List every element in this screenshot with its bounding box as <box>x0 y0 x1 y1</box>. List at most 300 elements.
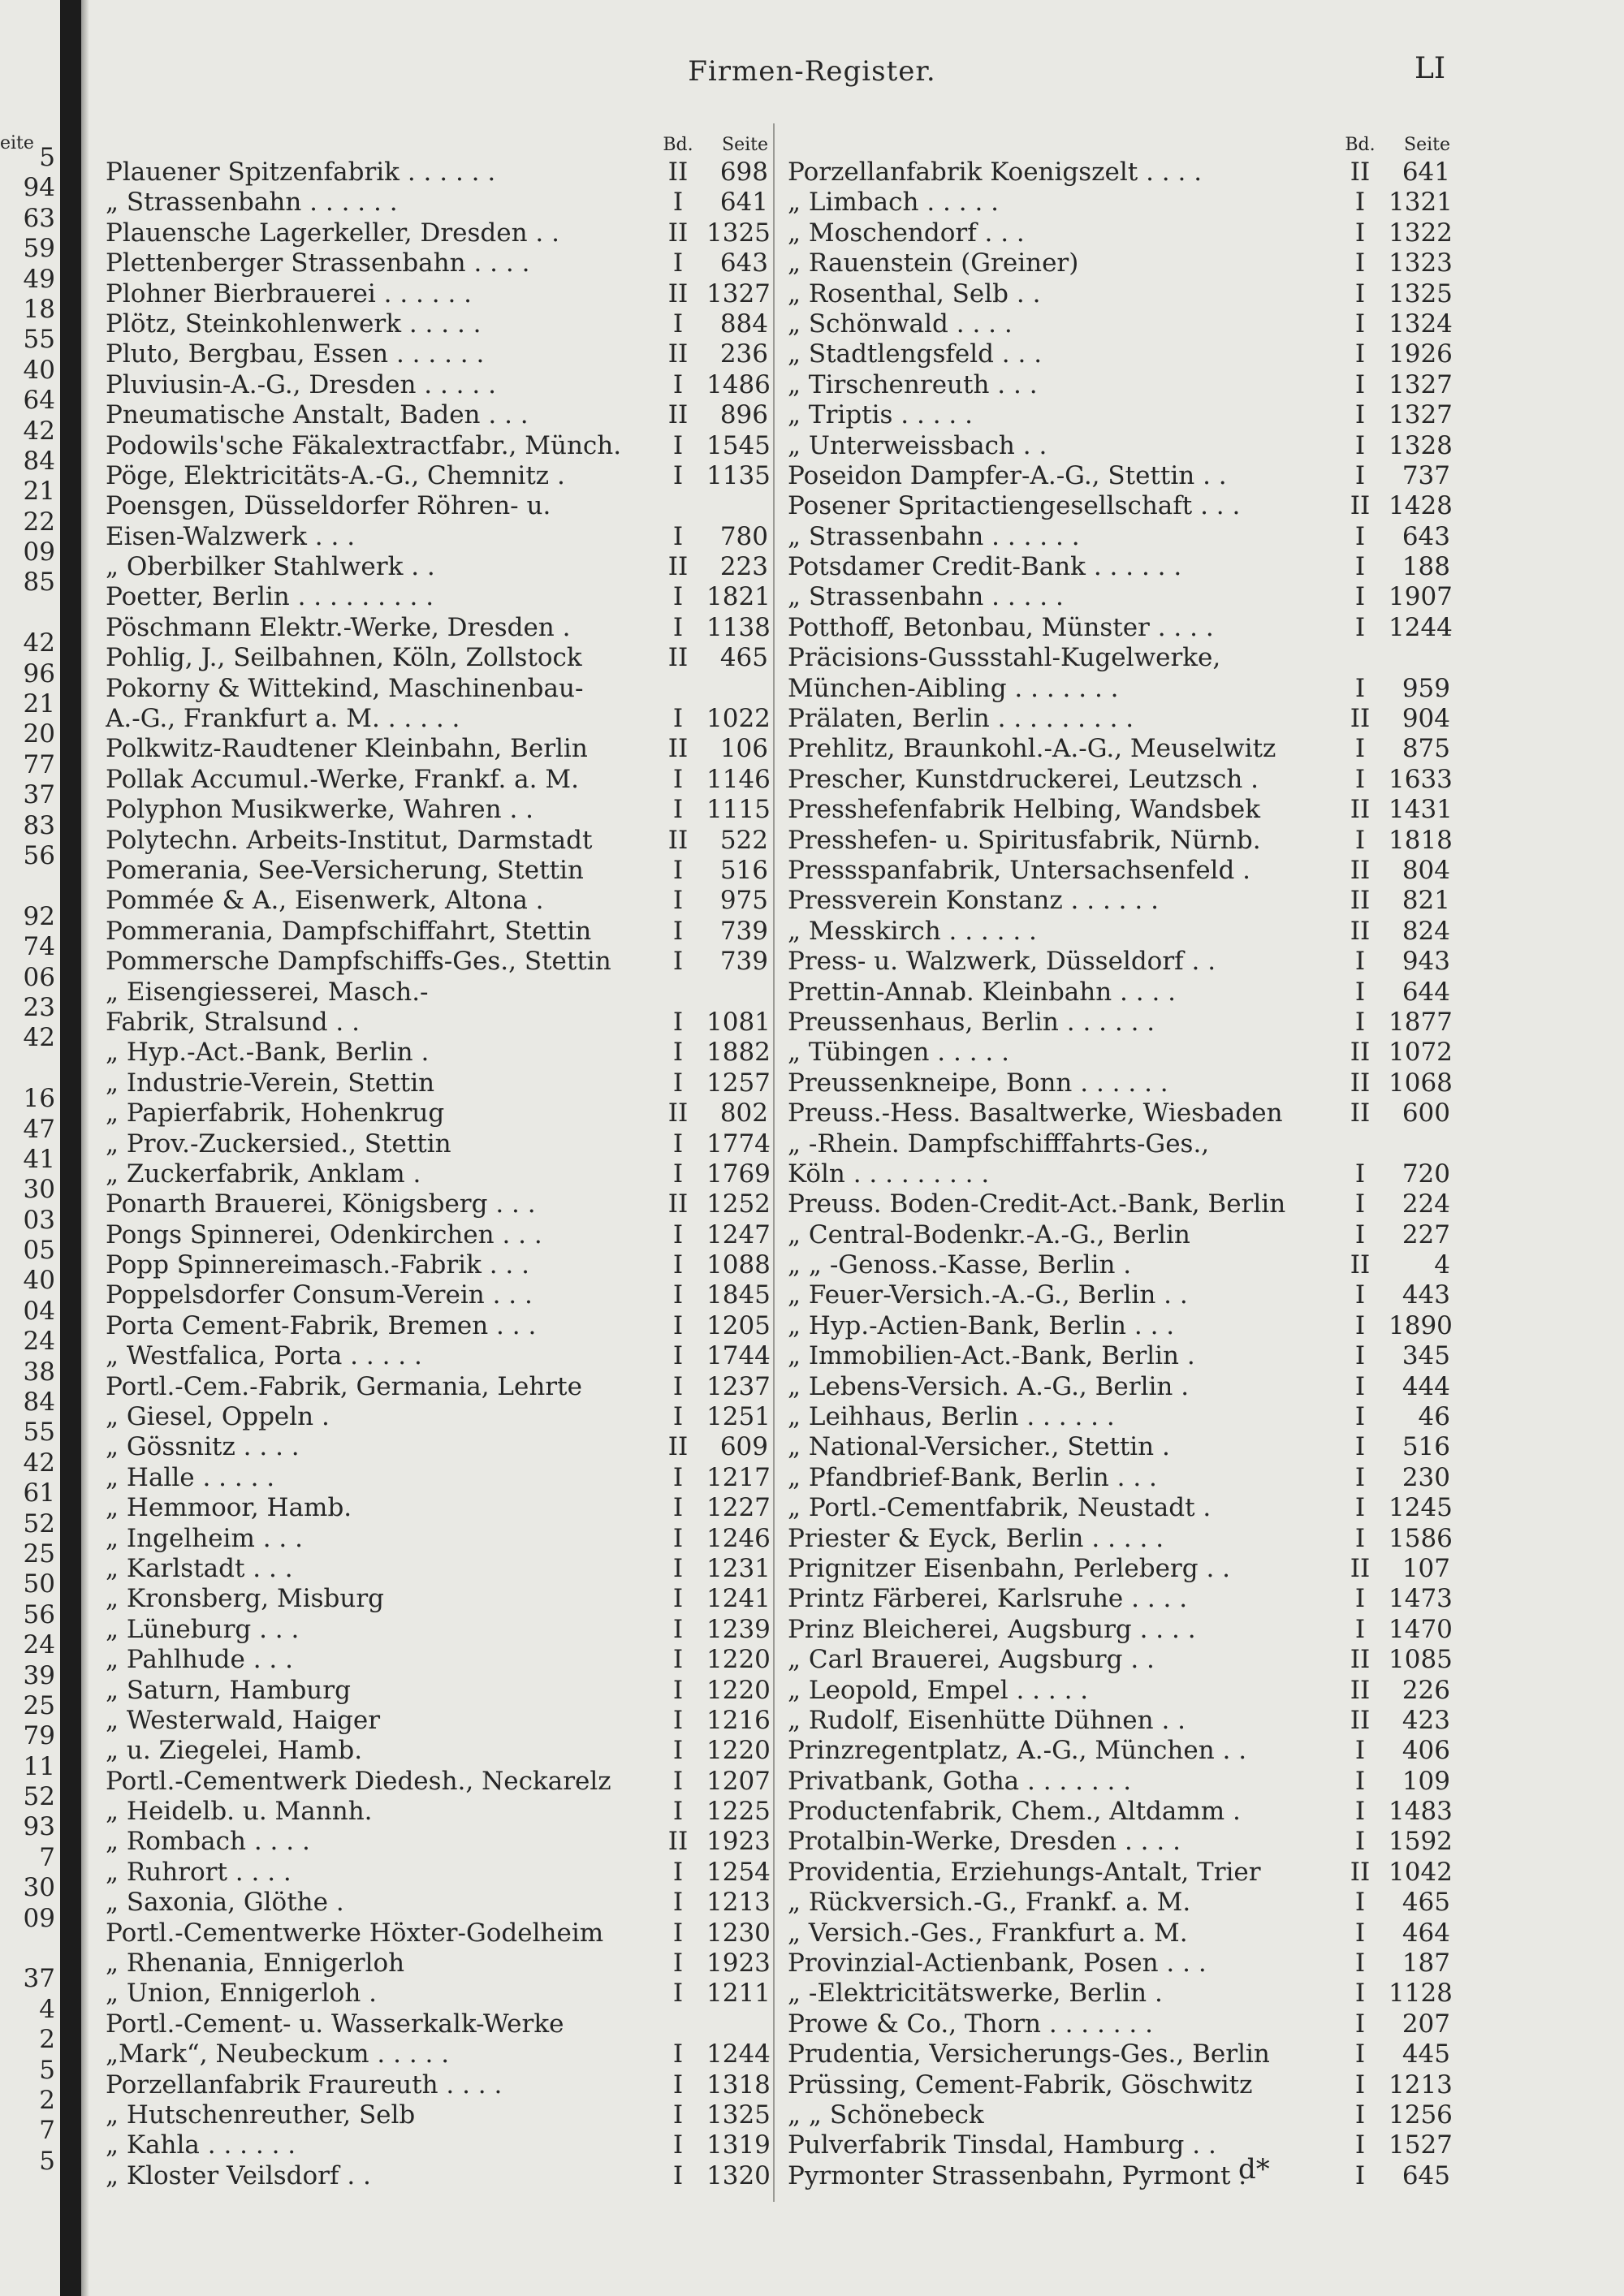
entry-name: Prinz Bleicherei, Augsburg . . . . <box>788 1614 1196 1644</box>
entry-page: 1239 <box>706 1614 771 1644</box>
entry-page: 1633 <box>1389 764 1453 794</box>
entry-name: „ Versich.-Ges., Frankfurt a. M. <box>788 1918 1188 1948</box>
running-head: Firmen-Register. <box>688 55 936 88</box>
entry-name: Pneumatische Anstalt, Baden . . . <box>106 400 529 430</box>
entry-volume: I <box>1354 1371 1366 1401</box>
entry-volume: I <box>672 1038 684 1068</box>
entry-page: 444 <box>1402 1371 1450 1401</box>
previous-page-number: 92 <box>23 901 55 931</box>
entry-volume: I <box>672 248 684 278</box>
entry-page: 1592 <box>1389 1827 1453 1857</box>
previous-page-number: 39 <box>23 1660 55 1690</box>
register-entry <box>788 2009 1453 2039</box>
entry-name: Priester & Eyck, Berlin . . . . . <box>788 1523 1164 1553</box>
entry-volume: I <box>1354 1614 1366 1644</box>
entry-volume: I <box>672 1736 684 1766</box>
entry-name: Pommée & A., Eisenwerk, Altona . <box>106 886 544 916</box>
register-entry <box>788 734 1453 764</box>
previous-page-number: 11 <box>23 1751 55 1781</box>
register-entry <box>106 1645 771 1675</box>
entry-page: 1207 <box>706 1766 771 1796</box>
entry-volume: I <box>672 1341 684 1371</box>
entry-volume: I <box>1354 1310 1366 1340</box>
entry-page: 1085 <box>1389 1645 1453 1675</box>
entry-volume: I <box>672 2100 684 2130</box>
previous-page-number: 93 <box>23 1812 55 1842</box>
register-entry <box>788 978 1453 1008</box>
register-entry <box>788 1645 1453 1675</box>
entry-name: „ Rauenstein (Greiner) <box>788 248 1079 278</box>
entry-volume: II <box>1350 916 1371 946</box>
entry-volume: I <box>1354 339 1366 369</box>
register-entry <box>106 1432 771 1462</box>
entry-volume: I <box>1354 1189 1366 1219</box>
register-entry <box>788 582 1453 612</box>
entry-volume: I <box>672 521 684 551</box>
entry-volume: I <box>672 460 684 490</box>
entry-page: 1254 <box>706 1857 771 1887</box>
entry-name: Pöge, Elektricitäts-A.-G., Chemnitz . <box>106 460 565 490</box>
entry-volume: I <box>672 1159 684 1189</box>
register-entry <box>788 370 1453 400</box>
entry-name: „ Kloster Veilsdorf . . <box>106 2160 371 2190</box>
entry-page: 1319 <box>706 2130 771 2160</box>
entry-name: Plauener Spitzenfabrik . . . . . . <box>106 158 496 187</box>
previous-page-number: 30 <box>23 1175 55 1205</box>
entry-volume: II <box>1350 1038 1371 1068</box>
previous-page-number: 20 <box>23 719 55 749</box>
entry-page: 522 <box>719 825 768 855</box>
entry-volume: I <box>1354 673 1366 703</box>
entry-name: „ Saxonia, Glöthe . <box>106 1888 344 1918</box>
entry-page: 1327 <box>1389 400 1453 430</box>
previous-page-number <box>0 1934 58 1964</box>
entry-page: 1138 <box>706 612 771 642</box>
entry-name: Prettin-Annab. Kleinbahn . . . . <box>788 977 1177 1007</box>
register-entry <box>106 704 771 734</box>
entry-page: 4 <box>1434 1250 1450 1280</box>
previous-page-number: 04 <box>23 1296 55 1326</box>
register-entry <box>106 1584 771 1614</box>
previous-page-number: 37 <box>23 1964 55 1994</box>
entry-volume: I <box>672 2069 684 2100</box>
entry-page: 226 <box>1402 1675 1450 1705</box>
entry-name: „ Westerwald, Haiger <box>106 1705 381 1735</box>
page-number: LI <box>1415 52 1446 85</box>
register-entry <box>788 947 1453 977</box>
entry-name: „ Portl.-Cementfabrik, Neustadt . <box>788 1493 1212 1523</box>
entry-volume: I <box>672 2160 684 2190</box>
previous-page-number: 64 <box>23 386 55 416</box>
register-entry <box>788 1129 1453 1159</box>
entry-page: 1231 <box>706 1553 771 1583</box>
register-entry <box>106 2161 771 2191</box>
register-entry <box>106 309 771 339</box>
entry-volume: I <box>1354 369 1366 399</box>
entry-name: „ Hemmoor, Hamb. <box>106 1493 352 1523</box>
entry-page: 1324 <box>1389 309 1453 339</box>
register-entry <box>788 917 1453 947</box>
register-entry <box>106 188 771 218</box>
entry-volume: I <box>672 947 684 977</box>
entry-name: Pulverfabrik Tinsdal, Hamburg . . <box>788 2130 1216 2160</box>
previous-page-number: 24 <box>23 1630 55 1660</box>
register-entry <box>788 218 1453 248</box>
previous-page-number <box>0 598 58 628</box>
previous-page-number: 7 <box>39 2116 55 2146</box>
register-entry <box>788 886 1453 916</box>
previous-page-number: 94 <box>23 173 55 203</box>
entry-volume: I <box>672 1675 684 1705</box>
entry-name: „ Strassenbahn . . . . . . <box>788 521 1080 551</box>
register-entry <box>788 248 1453 278</box>
entry-page: 1081 <box>706 1007 771 1037</box>
entry-volume: I <box>672 1949 684 1979</box>
entry-name: Pluto, Bergbau, Essen . . . . . . <box>106 339 485 369</box>
register-entry <box>106 795 771 825</box>
entry-page: 896 <box>719 400 768 430</box>
previous-page-number: 22 <box>23 507 55 537</box>
entry-volume: I <box>672 1280 684 1310</box>
entry-name: A.-G., Frankfurt a. M. . . . . . <box>106 704 460 734</box>
register-entry <box>788 309 1453 339</box>
entry-volume: II <box>1350 795 1371 825</box>
previous-page-number: 42 <box>23 628 55 658</box>
previous-page-number: 79 <box>23 1721 55 1751</box>
entry-volume: I <box>1354 734 1366 764</box>
entry-page: 1322 <box>1389 218 1453 248</box>
entry-page: 739 <box>719 947 768 977</box>
entry-volume: I <box>672 1766 684 1796</box>
entry-name: Preussenhaus, Berlin . . . . . . <box>788 1007 1155 1037</box>
register-entry <box>106 978 771 1008</box>
register-entry <box>788 1949 1453 1979</box>
entry-volume: I <box>1354 1827 1366 1857</box>
entry-name: Protalbin-Werke, Dresden . . . . <box>788 1827 1181 1857</box>
entry-page: 739 <box>719 916 768 946</box>
register-entry <box>788 1311 1453 1341</box>
entry-page: 1256 <box>1389 2100 1453 2130</box>
entry-page: 643 <box>1402 521 1450 551</box>
entry-name: „ Messkirch . . . . . . <box>788 916 1037 946</box>
entry-volume: I <box>1354 825 1366 855</box>
entry-name: „ Tirschenreuth . . . <box>788 369 1038 399</box>
register-entry <box>106 734 771 764</box>
entry-name: Ponarth Brauerei, Königsberg . . . <box>106 1189 536 1219</box>
previous-page-number: 5 <box>39 2055 55 2085</box>
entry-page: 780 <box>719 521 768 551</box>
entry-page: 1923 <box>706 1827 771 1857</box>
entry-name: „ Schönwald . . . . <box>788 309 1013 339</box>
entry-page: 1241 <box>706 1584 771 1614</box>
entry-page: 802 <box>719 1098 768 1129</box>
register-entry <box>788 1341 1453 1371</box>
entry-page: 641 <box>1402 158 1450 187</box>
register-entry <box>788 188 1453 218</box>
previous-page-number: 23 <box>23 992 55 1022</box>
entry-name: „ Immobilien-Act.-Bank, Berlin . <box>788 1341 1195 1371</box>
entry-page: 824 <box>1402 916 1450 946</box>
entry-name: Prignitzer Eisenbahn, Perleberg . . <box>788 1553 1231 1583</box>
entry-name: „ Rhenania, Ennigerloh <box>106 1949 405 1979</box>
register-entry <box>788 2130 1453 2160</box>
entry-name: „ Strassenbahn . . . . . . <box>106 188 398 218</box>
previous-page-number: 50 <box>23 1569 55 1599</box>
previous-page-number: 56 <box>23 1599 55 1629</box>
register-entry <box>106 1189 771 1219</box>
entry-volume: I <box>1354 309 1366 339</box>
entry-name: Köln . . . . . . . . . <box>788 1159 990 1189</box>
entry-volume: I <box>672 1068 684 1098</box>
entry-volume: I <box>672 1523 684 1553</box>
register-entry <box>788 431 1453 461</box>
entry-name: Portl.-Cementwerke Höxter-Godelheim <box>106 1918 604 1948</box>
entry-page: 1821 <box>706 582 771 612</box>
previous-page-numbers <box>0 143 58 2177</box>
entry-volume: I <box>1354 1280 1366 1310</box>
entry-volume: I <box>1354 1918 1366 1948</box>
entry-page: 465 <box>1402 1888 1450 1918</box>
entry-name: „ Stadtlengsfeld . . . <box>788 339 1043 369</box>
register-entry <box>106 1402 771 1432</box>
entry-volume: I <box>1354 1584 1366 1614</box>
entry-volume: II <box>667 643 689 673</box>
previous-page-number: 24 <box>23 1327 55 1357</box>
entry-page: 1068 <box>1389 1068 1453 1098</box>
entry-name: Prescher, Kunstdruckerei, Leutzsch . <box>788 764 1259 794</box>
register-entry <box>788 2161 1453 2191</box>
entry-name: Prowe & Co., Thorn . . . . . . . <box>788 2009 1153 2039</box>
previous-page-number <box>0 871 58 901</box>
previous-page-number: 59 <box>23 234 55 264</box>
register-entry <box>106 1767 771 1797</box>
entry-page: 1135 <box>706 460 771 490</box>
entry-volume: I <box>672 1007 684 1037</box>
entry-name: „ Kahla . . . . . . <box>106 2130 296 2160</box>
register-entry <box>106 1341 771 1371</box>
register-entry <box>788 522 1453 552</box>
previous-page-number: 56 <box>23 840 55 870</box>
entry-volume: II <box>1350 855 1371 885</box>
entry-volume: I <box>1354 1888 1366 1918</box>
entry-page: 406 <box>1402 1736 1450 1766</box>
register-entry <box>106 2039 771 2069</box>
entry-page: 1205 <box>706 1310 771 1340</box>
entry-name: Prinzregentplatz, A.-G., München . . <box>788 1736 1247 1766</box>
previous-page-number: 30 <box>23 1873 55 1903</box>
entry-name: „ Leopold, Empel . . . . . <box>788 1675 1089 1705</box>
register-entry <box>106 1038 771 1068</box>
entry-volume: I <box>672 1462 684 1492</box>
entry-name: Plohner Bierbrauerei . . . . . . <box>106 278 473 309</box>
entry-page: 464 <box>1402 1918 1450 1948</box>
previous-page-number: 21 <box>23 689 55 719</box>
entry-name: Porzellanfabrik Fraureuth . . . . <box>106 2069 503 2100</box>
entry-volume: II <box>1350 1645 1371 1675</box>
entry-name: Provinzial-Actienbank, Posen . . . <box>788 1949 1207 1979</box>
previous-page-number: 47 <box>23 1114 55 1144</box>
entry-page: 645 <box>1402 2160 1450 2190</box>
previous-page-number: 09 <box>23 537 55 568</box>
previous-page-number: 38 <box>23 1357 55 1387</box>
entry-name: Polyphon Musikwerke, Wahren . . <box>106 795 533 825</box>
entry-name: „ Feuer-Versich.-A.-G., Berlin . . <box>788 1280 1188 1310</box>
previous-page-number: 21 <box>23 477 55 507</box>
entry-volume: II <box>667 278 689 309</box>
entry-name: Plötz, Steinkohlenwerk . . . . . <box>106 309 482 339</box>
entry-volume: I <box>672 916 684 946</box>
register-entry <box>788 279 1453 309</box>
entry-volume: I <box>672 886 684 916</box>
right-entries <box>788 158 1453 2191</box>
entry-name: „ Moschendorf . . . <box>788 218 1025 248</box>
book-binding <box>60 0 81 2296</box>
entry-name: „ Central-Bodenkr.-A.-G., Berlin <box>788 1219 1190 1249</box>
entry-volume: I <box>672 1129 684 1159</box>
register-entry <box>106 1706 771 1736</box>
entry-volume: I <box>672 582 684 612</box>
register-entry <box>788 1858 1453 1888</box>
entry-name: Posener Spritactiengesellschaft . . . <box>788 491 1241 521</box>
register-entry <box>788 765 1453 795</box>
register-entry <box>788 1706 1453 1736</box>
register-entry <box>106 2009 771 2039</box>
entry-name: Presshefen- u. Spiritusfabrik, Nürnb. <box>788 825 1261 855</box>
previous-page-number: 49 <box>23 264 55 294</box>
previous-page-number: 52 <box>23 1782 55 1812</box>
entry-volume: I <box>1354 977 1366 1007</box>
previous-page-number: 18 <box>23 294 55 324</box>
entry-name: Portl.-Cem.-Fabrik, Germania, Lehrte <box>106 1371 582 1401</box>
entry-name: „ Saturn, Hamburg <box>106 1675 351 1705</box>
left-entries <box>106 158 771 2191</box>
entry-page: 1323 <box>1389 248 1453 278</box>
entry-name: „ Zuckerfabrik, Anklam . <box>106 1159 421 1189</box>
register-entry <box>106 1372 771 1402</box>
entry-name: Pressspanfabrik, Untersachsenfeld . <box>788 855 1251 885</box>
entry-page: 1088 <box>706 1250 771 1280</box>
previous-page-number: 5 <box>39 2146 55 2176</box>
entry-volume: I <box>1354 2130 1366 2160</box>
entry-volume: I <box>1354 1402 1366 1432</box>
entry-name: „ Hyp.-Actien-Bank, Berlin . . . <box>788 1310 1175 1340</box>
entry-volume: I <box>672 1645 684 1675</box>
register-entry <box>106 1493 771 1523</box>
entry-name: „ Lüneburg . . . <box>106 1614 300 1644</box>
entry-name: „ „ -Genoss.-Kasse, Berlin . <box>788 1250 1132 1280</box>
register-entry <box>788 158 1453 188</box>
entry-name: Prudentia, Versicherungs-Ges., Berlin <box>788 2039 1270 2069</box>
entry-volume: I <box>1354 2160 1366 2190</box>
entry-name: „ Triptis . . . . . <box>788 400 973 430</box>
entry-page: 1072 <box>1389 1038 1453 1068</box>
entry-name: „ Westfalica, Porta . . . . . <box>106 1341 422 1371</box>
register-entry <box>106 248 771 278</box>
entry-page: 1237 <box>706 1371 771 1401</box>
entry-volume: I <box>1354 1979 1366 2009</box>
entry-name: „ Unterweissbach . . <box>788 430 1047 460</box>
register-entry <box>106 552 771 582</box>
entry-name: „ Rückversich.-G., Frankf. a. M. <box>788 1888 1191 1918</box>
entry-name: Poensgen, Düsseldorfer Röhren- u. <box>106 491 551 521</box>
register-entry <box>788 1038 1453 1068</box>
previous-page-number: 84 <box>23 1388 55 1418</box>
entry-volume: II <box>667 400 689 430</box>
entry-volume: II <box>1350 1705 1371 1735</box>
entry-name: Präcisions-Gussstahl-Kugelwerke, <box>788 643 1221 673</box>
entry-page: 1774 <box>706 1129 771 1159</box>
entry-page: 236 <box>719 339 768 369</box>
entry-name: „ Tübingen . . . . . <box>788 1038 1009 1068</box>
entry-volume: II <box>1350 886 1371 916</box>
previous-page-number: 40 <box>23 355 55 385</box>
previous-page-number: 25 <box>23 1539 55 1569</box>
entry-page: 1213 <box>1389 2069 1453 2100</box>
entry-page: 1217 <box>706 1462 771 1492</box>
entry-volume: II <box>667 1189 689 1219</box>
entry-page: 1227 <box>706 1493 771 1523</box>
register-entry <box>106 1129 771 1159</box>
entry-name: Pongs Spinnerei, Odenkirchen . . . <box>106 1219 542 1249</box>
entry-page: 1877 <box>1389 1007 1453 1037</box>
entry-page: 1327 <box>706 278 771 309</box>
entry-page: 1220 <box>706 1675 771 1705</box>
entry-name: Pommersche Dampfschiffs-Ges., Stettin <box>106 947 611 977</box>
previous-page-number: 74 <box>23 932 55 962</box>
register-entry <box>106 1554 771 1584</box>
entry-page: 109 <box>1402 1766 1450 1796</box>
entry-volume: II <box>1350 1098 1371 1129</box>
entry-volume: I <box>1354 552 1366 582</box>
entry-volume: I <box>672 1250 684 1280</box>
register-entry <box>106 1068 771 1098</box>
entry-volume: I <box>672 1219 684 1249</box>
register-entry <box>106 2070 771 2100</box>
register-entry <box>106 1159 771 1189</box>
register-entry <box>106 1858 771 1888</box>
entry-name: Preuss. Boden-Credit-Act.-Bank, Berlin <box>788 1189 1286 1219</box>
entry-name: „ Hutschenreuther, Selb <box>106 2100 416 2130</box>
previous-page-number: 84 <box>23 446 55 476</box>
entry-page: 516 <box>719 855 768 885</box>
right-column <box>788 133 1453 2191</box>
entry-volume: I <box>1354 188 1366 218</box>
register-entry <box>788 1584 1453 1614</box>
entry-volume: I <box>672 704 684 734</box>
entry-page: 224 <box>1402 1189 1450 1219</box>
entry-volume: I <box>1354 460 1366 490</box>
entry-volume: I <box>1354 1341 1366 1371</box>
previous-page-number: 83 <box>23 810 55 840</box>
entry-page: 1923 <box>706 1949 771 1979</box>
register-entry <box>106 339 771 369</box>
entry-volume: II <box>1350 1250 1371 1280</box>
entry-page: 445 <box>1402 2039 1450 2069</box>
register-entry <box>106 1979 771 2009</box>
entry-page: 1325 <box>706 2100 771 2130</box>
entry-page: 106 <box>719 734 768 764</box>
register-entry <box>788 1008 1453 1038</box>
entry-volume: I <box>1354 1949 1366 1979</box>
entry-page: 609 <box>719 1432 768 1462</box>
register-entry <box>106 2100 771 2130</box>
entry-name: Portl.-Cement- u. Wasserkalk-Werke <box>106 2009 564 2039</box>
entry-page: 1244 <box>706 2039 771 2069</box>
entry-volume: I <box>672 612 684 642</box>
register-entry <box>106 1676 771 1706</box>
entry-page: 1769 <box>706 1159 771 1189</box>
entry-volume: I <box>1354 1736 1366 1766</box>
